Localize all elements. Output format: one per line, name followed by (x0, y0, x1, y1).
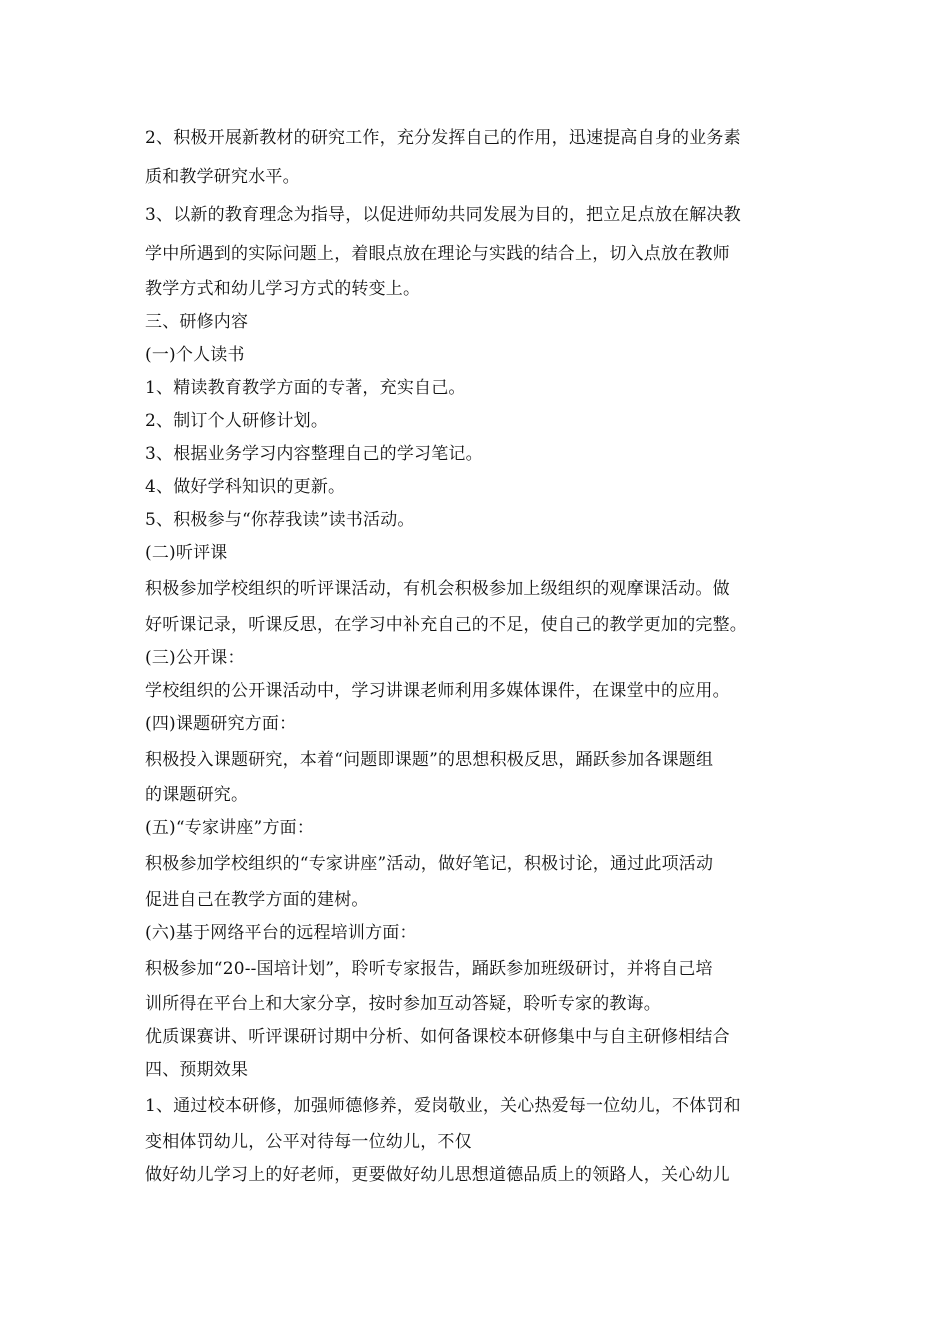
paragraph-line: 积极参加“20--国培计划”，聆听专家报告，踊跃参加班级研讨，并将自己培 (145, 958, 713, 979)
list-item: 2、制订个人研修计划。 (145, 411, 329, 431)
subsection-heading: (三)公开课： (145, 647, 245, 668)
paragraph-line: 1、通过校本研修，加强师德修养，爱岗敬业，关心热爱每一位幼儿，不体罚和 (145, 1096, 741, 1116)
paragraph-line: 3、以新的教育理念为指导，以促进师幼共同发展为目的，把立足点放在解决教 (145, 205, 741, 225)
document-body (145, 119, 810, 1192)
paragraph-line: 教学方式和幼儿学习方式的转变上。 (145, 279, 421, 299)
paragraph-line: 的课题研究。 (145, 785, 249, 805)
subsection-heading: (一)个人读书 (145, 345, 245, 365)
paragraph-line: 积极投入课题研究，本着“问题即课题”的思想积极反思，踊跃参加各课题组 (145, 749, 714, 770)
paragraph-line: 促进自己在教学方面的建树。 (145, 889, 369, 910)
list-item: 4、做好学科知识的更新。 (145, 477, 346, 497)
subsection-heading: (五)“专家讲座”方面： (145, 818, 315, 838)
paragraph-line: 2、积极开展新教材的研究工作，充分发挥自己的作用，迅速提高自身的业务素 (145, 128, 741, 148)
paragraph-line: 质和教学研究水平。 (145, 166, 300, 187)
paragraph-line: 积极参加学校组织的听评课活动，有机会积极参加上级组织的观摩课活动。做 (145, 579, 730, 599)
subsection-heading: (四)课题研究方面： (145, 713, 297, 734)
list-item: 3、根据业务学习内容整理自己的学习笔记。 (145, 444, 483, 464)
paragraph-line: 好听课记录，听课反思，在学习中补充自己的不足，使自己的教学更加的完整。 (145, 614, 747, 635)
paragraph-line: 做好幼儿学习上的好老师，更要做好幼儿思想道德品质上的领路人，关心幼儿 (145, 1164, 730, 1185)
paragraph-line: 积极参加学校组织的“专家讲座”活动，做好笔记，积极讨论，通过此项活动 (145, 854, 714, 874)
paragraph-line: 学校组织的公开课活动中，学习讲课老师利用多媒体课件，在课堂中的应用。 (145, 680, 730, 701)
subsection-heading: (二)听评课 (145, 543, 228, 563)
list-item: 1、精读教育教学方面的专著，充实自己。 (145, 378, 466, 398)
paragraph-line: 优质课赛讲、听评课研讨期中分析、如何备课校本研修集中与自主研修相结合 (145, 1027, 730, 1047)
list-item: 5、积极参与“你荐我读”读书活动。 (145, 510, 415, 530)
paragraph-line: 学中所遇到的实际问题上，着眼点放在理论与实践的结合上，切入点放在教师 (145, 243, 730, 264)
paragraph-line: 训所得在平台上和大家分享，按时参加互动答疑，聆听专家的教诲。 (145, 994, 661, 1014)
section-heading: 四、预期效果 (145, 1060, 249, 1080)
section-heading: 三、研修内容 (145, 312, 249, 332)
subsection-heading: (六)基于网络平台的远程培训方面： (145, 922, 417, 943)
paragraph-line: 变相体罚幼儿，公平对待每一位幼儿，不仅 (145, 1131, 472, 1152)
